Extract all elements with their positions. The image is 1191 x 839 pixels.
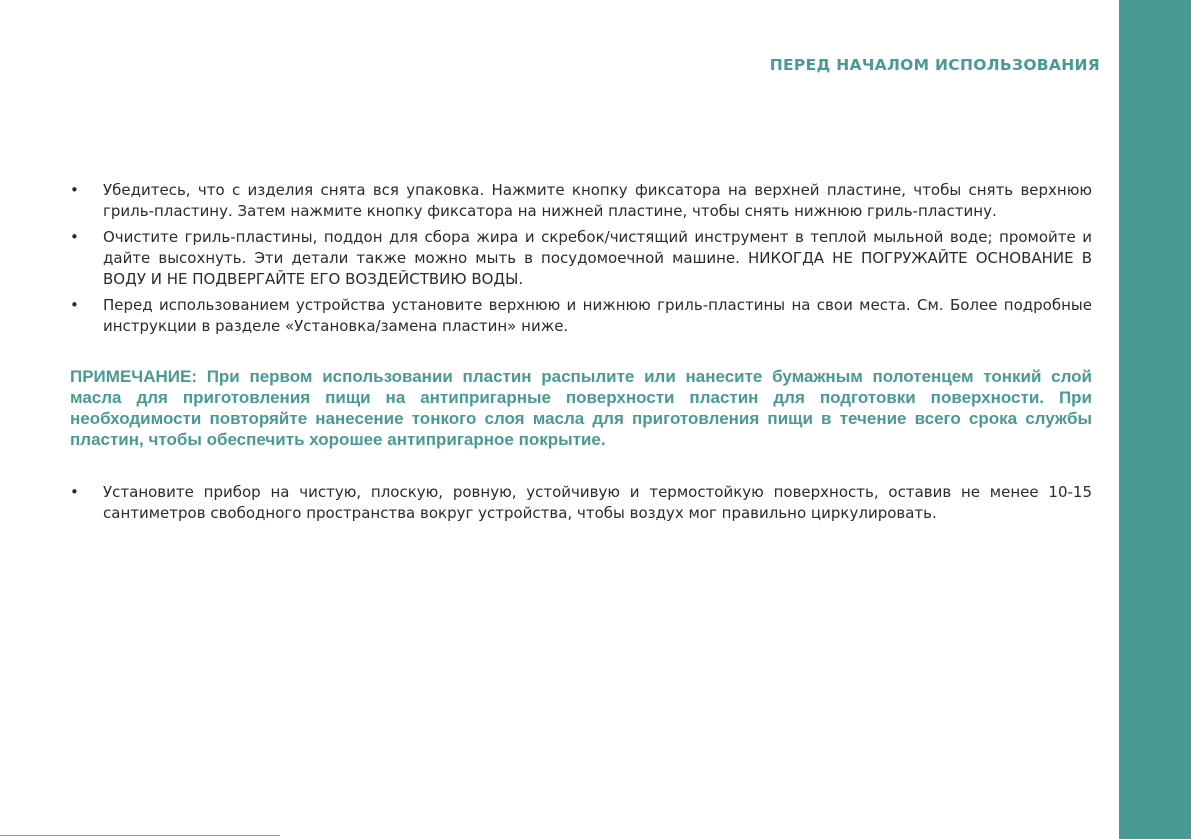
bullet-list-top xyxy=(70,180,1092,337)
bullet-marker: • xyxy=(70,228,79,246)
side-accent-band xyxy=(1119,0,1191,839)
list-item-text: Перед использованием устройства установите верхнюю и нижнюю гриль-пластины на свои места. См. Более подробные инструкции в разделе «Установка/замена пластин» ниже. xyxy=(103,296,1092,335)
list-item xyxy=(70,227,1092,290)
note-paragraph: ПРИМЕЧАНИЕ: При первом использовании пластин распылите или нанесите бумажным полотенцем тонкий слой масла для приготовления пищи на антипригарные поверхности пластин для подготовки поверхности. При необходимости повторяйте нанесение тонкого слоя масла для приготовления пищи в течение всего срока службы пластин, чтобы обеспечить хорошее антипригарное покрытие. xyxy=(70,367,1092,449)
section-title: ПЕРЕД НАЧАЛОМ ИСПОЛЬЗОВАНИЯ xyxy=(769,56,1100,74)
bullet-list-bottom xyxy=(70,482,1092,524)
bullet-marker: • xyxy=(70,483,79,501)
list-item xyxy=(70,180,1092,222)
list-item xyxy=(70,295,1092,337)
bullet-marker: • xyxy=(70,296,79,314)
bullet-marker: • xyxy=(70,181,79,199)
list-item-text: Убедитесь, что с изделия снята вся упаковка. Нажмите кнопку фиксатора на верхней пластине, чтобы снять верхнюю гриль-пластину. Затем нажмите кнопку фиксатора на нижней пластине, чтобы снять нижнюю гриль-пластину. xyxy=(103,181,1092,220)
main-content xyxy=(70,180,1092,529)
list-item-text: Очистите гриль-пластины, поддон для сбора жира и скребок/чистящий инструмент в теплой мыльной воде; промойте и дайте высохнуть. Эти детали также можно мыть в посудомоечной машине. НИКОГДА НЕ ПОГРУЖАЙТЕ ОСНОВАНИЕ В ВОДУ И НЕ ПОДВЕРГАЙТЕ ЕГО ВОЗДЕЙСТВИЮ ВОДЫ. xyxy=(103,228,1092,288)
list-item xyxy=(70,482,1092,524)
footer-divider xyxy=(0,835,280,836)
list-item-text: Установите прибор на чистую, плоскую, ровную, устойчивую и термостойкую поверхность, оставив не менее 10-15 сантиметров свободного пространства вокруг устройства, чтобы воздух мог правильно циркулировать. xyxy=(103,483,1092,522)
